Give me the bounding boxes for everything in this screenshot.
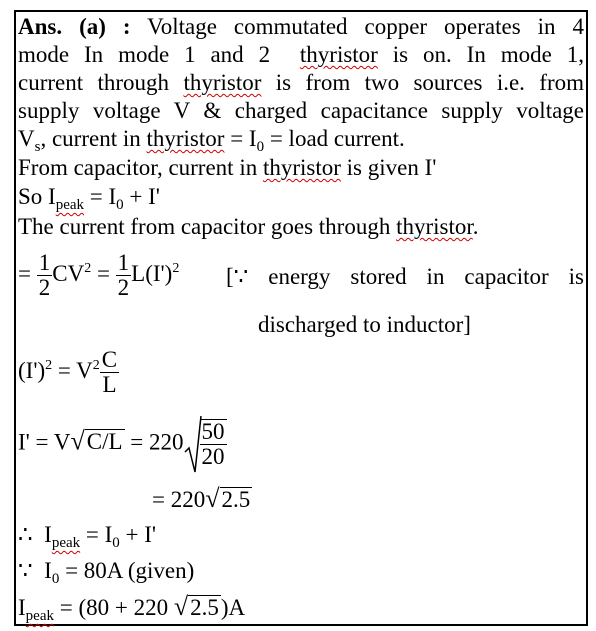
- answer-line-4: supply voltage V & charged capacitance supply voltage: [18, 98, 584, 123]
- fraction-half: $\frac{1}{2}$: [117, 250, 130, 300]
- spellcheck-word: thyristor: [146, 126, 225, 151]
- spellcheck-word: thyristor: [183, 70, 262, 95]
- because-line: ∵ $I_0 = 80A$ (given): [18, 558, 195, 587]
- current-through-line: The current from capacitor goes through thyristor.: [18, 214, 479, 239]
- therefore-line: ∴ $I_{peak} = I_0 + I'$: [18, 522, 157, 551]
- answer-line-2: mode In mode 1 and 2 thyristor is on. In mode 1,: [18, 42, 584, 67]
- answer-line-5: $V_s$, current in thyristor = $I_0$ = load current.: [18, 126, 405, 155]
- final-answer: $I_{peak} = (80 + 220$ √2.5)A: [18, 592, 246, 624]
- spellcheck-word: thyristor: [396, 214, 473, 239]
- fraction-50-over-20: $\frac{50}{20}$: [201, 419, 225, 469]
- energy-note-2: discharged to inductor]: [258, 312, 471, 337]
- fraction-half: $\frac{1}{2}$: [38, 250, 51, 300]
- energy-note: [∵ energy stored in capacitor is: [226, 264, 584, 289]
- iprime-equation: I' = V√C/L = 220 $\frac{50}{20}$: [18, 414, 227, 474]
- capacitor-current-line: From capacitor, current in thyristor is given I': [18, 155, 437, 180]
- spellcheck-word: thyristor: [299, 42, 378, 67]
- simplified-equation: = 220√2.5: [152, 484, 251, 513]
- spellcheck-word: thyristor: [262, 155, 341, 180]
- energy-equation: = $\frac{1}{2}$ $CV^2$ = $\frac{1}{2}$ $L(I')^2$: [18, 250, 180, 300]
- fraction-c-over-l: $\frac{C}{L}$: [101, 347, 118, 397]
- answer-label: Ans. (a) :: [18, 14, 131, 39]
- answer-line-1: Ans. (a) : Voltage commutated copper operates in 4: [18, 14, 584, 39]
- iprime-squared-equation: $(I')^2 = V^2$ $\frac{C}{L}$: [18, 347, 118, 397]
- answer-line-3: current through thyristor is from two sources i.e. from: [18, 70, 585, 95]
- peak-current-line: So $I_{peak} = I_0 + I'$: [18, 184, 160, 213]
